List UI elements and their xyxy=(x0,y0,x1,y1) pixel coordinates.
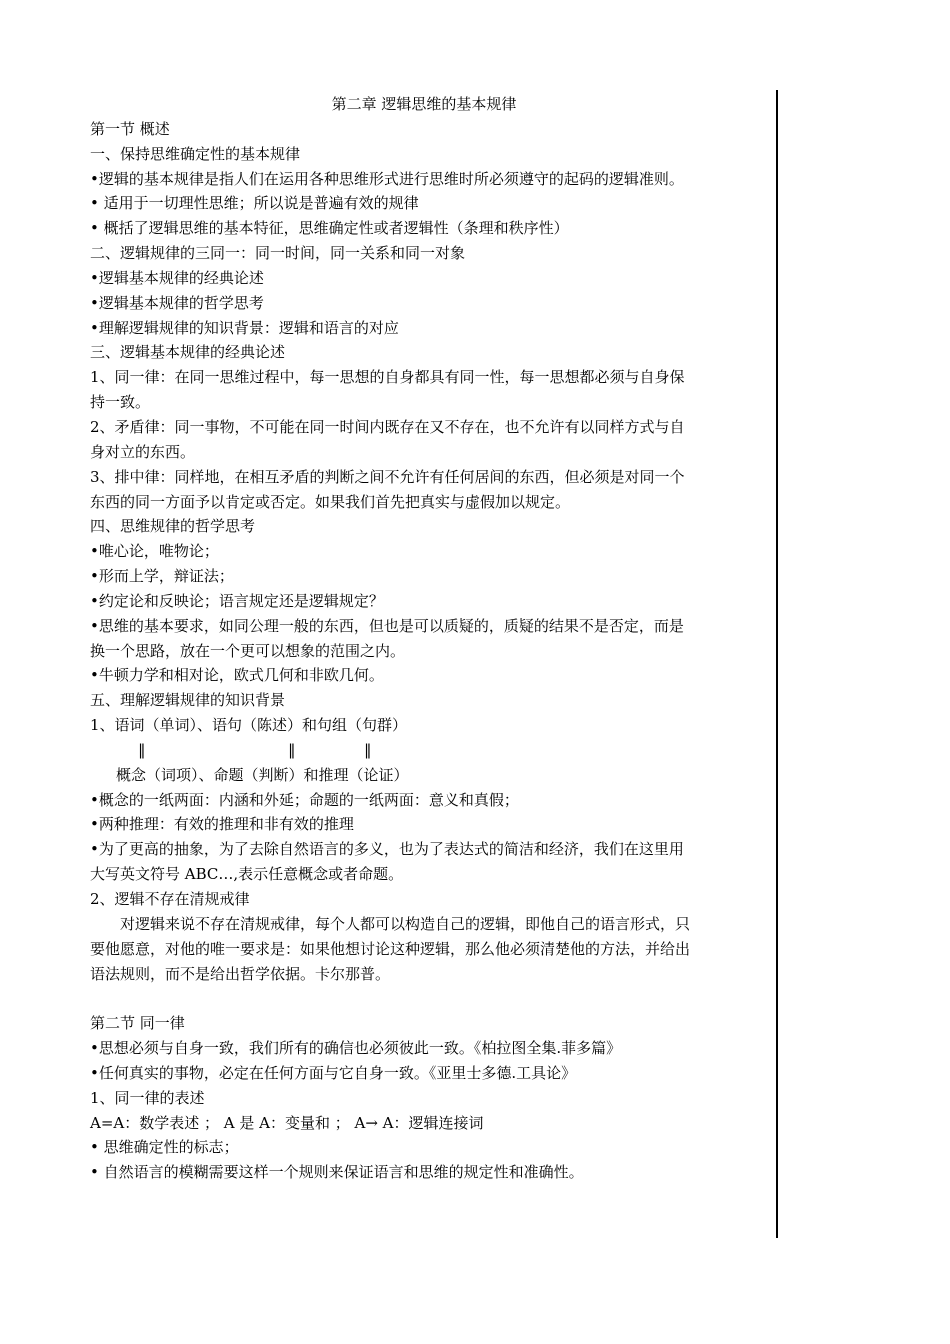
law-item: 1、同一律：在同一思维过程中，每一思想的自身都具有同一性，每一思想都必须与自身保 xyxy=(90,368,685,387)
law-item: 3、排中律：同样地，在相互矛盾的判断之间不允许有任何居间的东西，但必须是对同一个 xyxy=(90,467,685,486)
bullet-item: •逻辑的基本规律是指人们在运用各种思维形式进行思维时所必须遵守的起码的逻辑准则。 xyxy=(90,169,684,188)
document-body xyxy=(90,92,758,1185)
bullet-item-continued: 大写英文符号 ABC…,表示任意概念或者命题。 xyxy=(90,865,404,884)
numbered-item: 1、同一律的表述 xyxy=(90,1088,205,1107)
correspondence-marks xyxy=(90,738,758,763)
quote-item: •思想必须与自身一致，我们所有的确信也必须彼此一致。《柏拉图全集.菲多篇》 xyxy=(90,1039,622,1058)
bullet-item: •约定论和反映论；语言规定还是逻辑规定？ xyxy=(90,591,384,610)
bullet-item: • 自然语言的模糊需要这样一个规则来保证语言和思维的规定性和准确性。 xyxy=(90,1163,584,1182)
law-item-continued: 持一致。 xyxy=(90,393,151,412)
paragraph-line: 语法规则，而不是给出哲学依据。卡尔那普。 xyxy=(90,964,391,983)
subsection-heading: 五、理解逻辑规律的知识背景 xyxy=(90,691,286,710)
paragraph-line: 要他愿意，对他的唯一要求是：如果他想讨论这种逻辑，那么他必须清楚他的方法，并给出 xyxy=(90,939,691,958)
bullet-item: •思维的基本要求，如同公理一般的东西，但也是可以质疑的，质疑的结果不是否定，而是 xyxy=(90,616,684,635)
bullet-item: •概念的一纸两面：内涵和外延；命题的一纸两面：意义和真假； xyxy=(90,790,519,809)
subsection-heading: 四、思维规律的哲学思考 xyxy=(90,517,256,536)
bullet-item: •为了更高的抽象，为了去除自然语言的多义，也为了表达式的简洁和经济，我们在这里用 xyxy=(90,840,684,859)
bullet-item: •逻辑基本规律的经典论述 xyxy=(90,268,264,287)
right-margin-rule xyxy=(776,90,778,1238)
bullet-item: •牛顿力学和相对论，欧式几何和非欧几何。 xyxy=(90,666,384,685)
subsection-heading: 一、保持思维确定性的基本规律 xyxy=(90,144,301,163)
bullet-item: •理解逻辑规律的知识背景：逻辑和语言的对应 xyxy=(90,318,399,337)
paragraph-line: 对逻辑来说不存在清规戒律，每个人都可以构造自己的逻辑，即他自己的语言形式，只 xyxy=(120,914,691,933)
quote-item: •任何真实的事物，必定在任何方面与它自身一致。《亚里士多德.工具论》 xyxy=(90,1063,577,1082)
subsection-heading: 三、逻辑基本规律的经典论述 xyxy=(90,343,286,362)
formula-line: A=A：数学表述 ； A 是 A：变量和 ； A→ A：逻辑连接词 xyxy=(90,1113,484,1132)
law-item: 2、矛盾律：同一事物，不可能在同一时间内既存在又不存在，也不允许有以同样方式与自 xyxy=(90,417,685,436)
bullet-item: •逻辑基本规律的哲学思考 xyxy=(90,293,264,312)
bullet-item: •形而上学，辩证法； xyxy=(90,567,234,586)
correspondence-mark: ‖ xyxy=(138,740,146,759)
bullet-item-continued: 换一个思路，放在一个更可以想象的范围之内。 xyxy=(90,641,406,660)
correspondence-mark: ‖ xyxy=(364,740,372,759)
law-item-continued: 东西的同一方面予以肯定或否定。如果我们首先把真实与虚假加以规定。 xyxy=(90,492,571,511)
bullet-item: • 概括了逻辑思维的基本特征，思维确定性或者逻辑性（条理和秩序性） xyxy=(90,219,569,238)
correspondence-mark: ‖ xyxy=(288,740,296,759)
section-heading: 第二节 同一律 xyxy=(90,1014,185,1033)
blank-line xyxy=(90,986,758,1011)
bullet-item: •唯心论，唯物论； xyxy=(90,542,219,561)
subsection-heading: 二、逻辑规律的三同一：同一时间，同一关系和同一对象 xyxy=(90,244,466,263)
bullet-item: • 适用于一切理性思维；所以说是普遍有效的规律 xyxy=(90,194,419,213)
law-item-continued: 身对立的东西。 xyxy=(90,442,196,461)
concept-correspondence: 概念（词项）、命题（判断）和推理（论证） xyxy=(116,765,409,784)
chapter-title: 第二章 逻辑思维的基本规律 xyxy=(331,95,517,113)
bullet-item: •两种推理：有效的推理和非有效的推理 xyxy=(90,815,354,834)
section-heading: 第一节 概述 xyxy=(90,119,170,138)
numbered-item: 1、语词（单词）、语句（陈述）和句组（句群） xyxy=(90,716,408,735)
bullet-item: • 思维确定性的标志； xyxy=(90,1138,239,1157)
numbered-item: 2、逻辑不存在清规戒律 xyxy=(90,890,250,908)
